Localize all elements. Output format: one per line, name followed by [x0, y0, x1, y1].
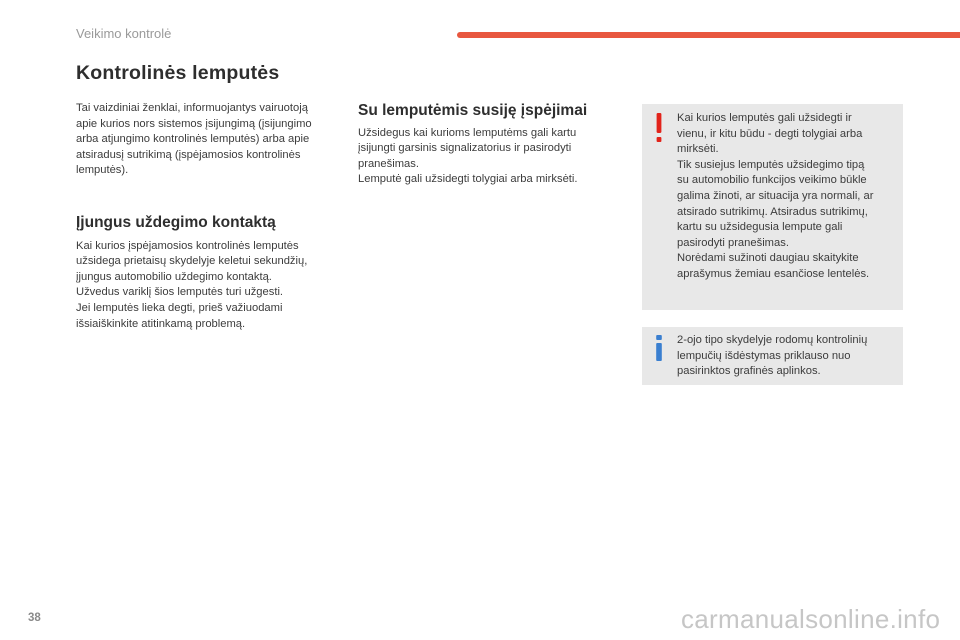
page-title: Kontrolinės lemputės	[76, 62, 280, 84]
warnings-paragraph: Užsidegus kai kurioms lemputėms gali kartu įsijungti garsinis signalizatorius ir pasirodyti pranešimas. Lemputė gali užsidegti tolygiai arba mirksėti.	[358, 126, 578, 186]
section-label: Veikimo kontrolė	[76, 26, 172, 41]
watermark: carmanualsonline.info	[681, 604, 941, 634]
warning-note-text: Kai kurios lemputės gali užsidegti ir vienu, ir kitu būdu - degti tolygiai arba mirksėti. Tik susiejus lemputės užsidegimo tipą su automobilio funkcijos veikimo būkle galima žinoti, ar situacija yra normali, ar atsirado sutrikimų. Atsiradus sutrikimų, kartu su užsidegusia lempute gali pasirodyti pranešimas. Norėdami sužinoti daugiau skaitykite aprašymus žemiau esančiose lentelės.	[677, 112, 874, 280]
ignition-heading: Įjungus uždegimo kontaktą	[76, 213, 276, 231]
ignition-paragraph: Kai kurios įspėjamosios kontrolinės lemputės užsidega prietaisų skydelyje keletui sekundžių, įjungus automobilio uždegimo kontaktą. Užvedus variklį šios lemputės turi užgesti. Jei lemputės lieka degti, prieš važiuodami išsiaiškinkite atitinkamą problemą.	[76, 239, 308, 330]
intro-paragraph: Tai vaizdiniai ženklai, informuojantys vairuotoją apie kurios nors sistemos įsijungimą (įsijungimo arba atjungimo kontrolinės lemputės) arba apie atsiradusį sutrikimą (įspėjamosios kontrolinės lemputės).	[76, 102, 312, 177]
accent-bar	[457, 32, 960, 38]
info-icon	[654, 335, 664, 361]
warnings-heading: Su lemputėmis susiję įspėjimai	[358, 102, 588, 119]
page-number: 38	[28, 612, 41, 624]
left-column	[76, 101, 342, 332]
info-note-box	[642, 327, 903, 385]
exclamation-icon	[655, 113, 663, 143]
middle-column	[358, 103, 608, 188]
info-note-text: 2-ojo tipo skydelyje rodomų kontrolinių lempučių išdėstymas priklauso nuo pasirinktos grafinės aplinkos.	[677, 334, 868, 378]
warning-note-box	[642, 104, 903, 310]
